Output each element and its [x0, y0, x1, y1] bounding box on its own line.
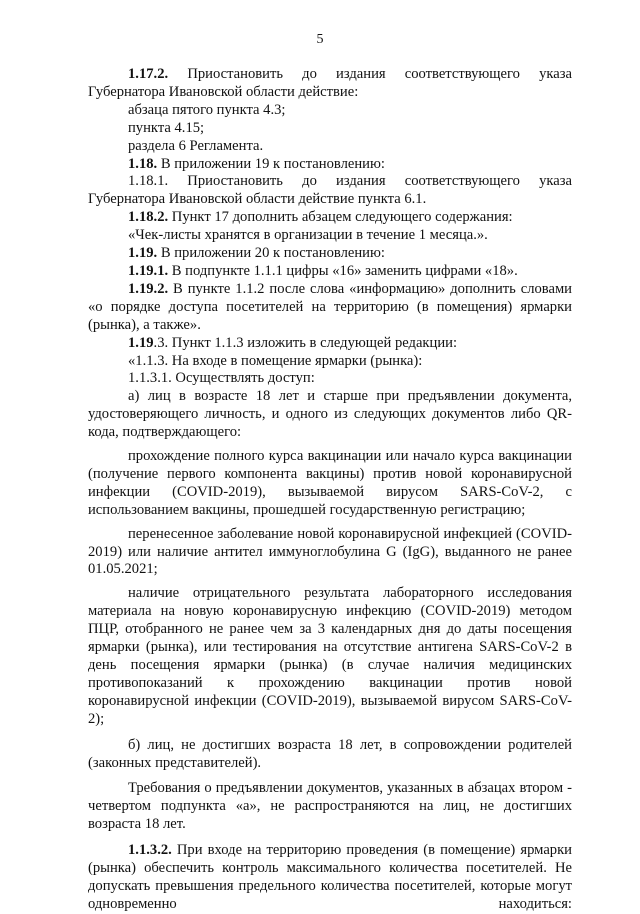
paragraph	[88, 353, 572, 371]
paragraph-text: Приостановить до издания соответствующего указа Губернатора Ивановской области действие:	[88, 66, 572, 100]
paragraph	[88, 585, 572, 728]
paragraph-number: 1.19.1.	[128, 262, 169, 279]
paragraph-number: 1.18.	[128, 155, 158, 172]
paragraph	[88, 102, 572, 120]
paragraph-text: В приложении 19 к постановлению:	[157, 155, 385, 172]
paragraph-text: раздела 6 Регламента.	[128, 137, 264, 154]
paragraph-number: 1.19.	[128, 245, 158, 262]
paragraph	[88, 138, 572, 156]
paragraph-text: «1.1.3. На входе в помещение ярмарки (рынка):	[128, 352, 423, 369]
paragraph-text: пункта 4.15;	[128, 119, 205, 136]
paragraph-text: а) лиц в возрасте 18 лет и старше при предъявлении документа, удостоверяющего личность, и одного из следующих документов либо QR-кода, подтверждающего:	[88, 388, 572, 441]
paragraph-text: Пункт 17 дополнить абзацем следующего содержания:	[168, 209, 513, 226]
paragraph	[88, 156, 572, 174]
page-number: 5	[316, 32, 324, 47]
document-body	[88, 66, 572, 914]
paragraph	[88, 780, 572, 834]
paragraph-text: перенесенное заболевание новой коронавирусной инфекцией (COVID-2019) или наличие антител иммуноглобулина G (IgG), выданного не ранее 01.05.2021;	[88, 525, 572, 578]
paragraph	[88, 263, 572, 281]
paragraph-text: наличие отрицательного результата лабораторного исследования материала на новую коронавирусную инфекцию (COVID-2019) методом ПЦР, отобранного не ранее чем за 3 календарных дня до даты посещения ярмарки (рынка), или тестирования на отсутствие антигена SARS-CoV-2 в день посещения ярмарки (рынка) (в случае наличия медицинских противопоказаний к прохождению вакцинации против новой коронавирусной инфекции (COVID-2019), вызываемой вирусом SARS-CoV-2);	[88, 585, 572, 727]
paragraph	[88, 120, 572, 138]
paragraph-text: В подпункте 1.1.1 цифры «16» заменить цифрами «18».	[168, 262, 518, 279]
paragraph-text: «Чек-листы хранятся в организации в течение 1 месяца.».	[128, 227, 488, 244]
paragraph-text: 1.1.3.1. Осуществлять доступ:	[128, 370, 315, 387]
paragraph-number: 1.19.2.	[128, 280, 169, 297]
paragraph	[88, 66, 572, 102]
paragraph-text: В приложении 20 к постановлению:	[157, 245, 385, 262]
paragraph	[88, 526, 572, 580]
paragraph-text: Требования о предъявлении документов, указанных в абзацах втором - четвертом подпункта «а», не распространяются на лиц, не достигших возраста 18 лет.	[88, 780, 572, 833]
paragraph	[88, 245, 572, 263]
paragraph-text: прохождение полного курса вакцинации или начало курса вакцинации (получение первого компонента вакцины) против новой коронавирусной инфекции (COVID-2019), вызываемой вирусом SARS-CoV-2, с использованием вакцины, прошедшей государственную регистрацию;	[88, 448, 572, 518]
paragraph	[88, 335, 572, 353]
paragraph-text: В пункте 1.1.2 после слова «информацию» дополнить словами «о порядке доступа посетителей на территорию (в помещения) ярмарки (рынка), а также».	[88, 280, 572, 333]
paragraph	[88, 209, 572, 227]
paragraph-number: 1.19	[128, 334, 154, 351]
paragraph-text: б) лиц, не достигших возраста 18 лет, в сопровождении родителей (законных представителей).	[88, 736, 572, 771]
paragraph-number: 1.17.2.	[128, 66, 169, 82]
paragraph	[88, 227, 572, 245]
paragraph-text: 1.18.1. Приостановить до издания соответствующего указа Губернатора Ивановской области действие пункта 6.1.	[88, 173, 572, 208]
paragraph	[88, 388, 572, 442]
paragraph	[88, 173, 572, 209]
paragraph-text: абзаца пятого пункта 4.3;	[128, 101, 286, 118]
paragraph-number: 1.18.2.	[128, 209, 169, 226]
paragraph	[88, 370, 572, 388]
paragraph	[88, 737, 572, 773]
paragraph	[88, 281, 572, 335]
paragraph	[88, 842, 572, 914]
paragraph-text: При входе на территорию проведения (в помещение) ярмарки (рынка) обеспечить контроль максимального количества посетителей. Не допускать превышения предельного количества посетителей, которые могут одновременно находиться:	[88, 842, 572, 912]
paragraph	[88, 448, 572, 520]
paragraph-number: 1.1.3.2.	[128, 842, 172, 859]
paragraph-text: .3. Пункт 1.1.3 изложить в следующей редакции:	[153, 334, 458, 351]
